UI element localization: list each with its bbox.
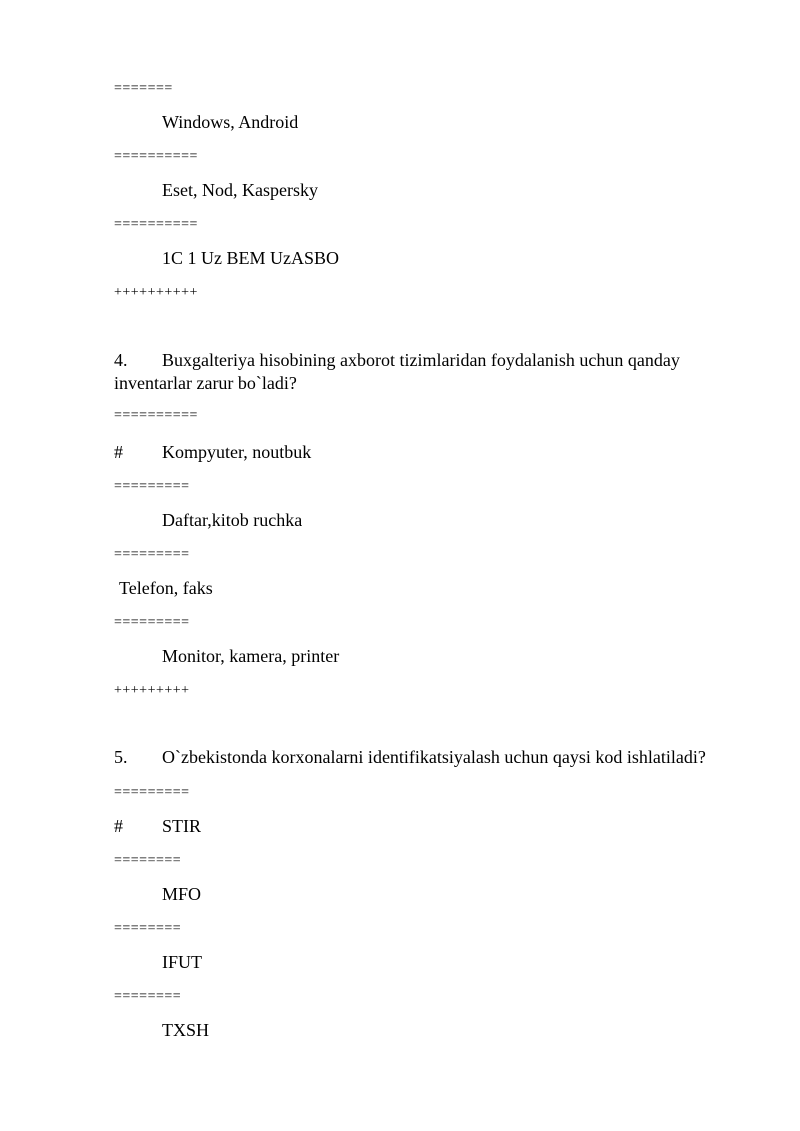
separator-line: ========== — [114, 149, 198, 164]
answer-option: Eset, Nod, Kaspersky — [162, 180, 318, 200]
answer-option: Daftar,kitob ruchka — [162, 510, 303, 530]
separator-line: ========= — [114, 785, 190, 800]
answer-option: TXSH — [162, 1020, 210, 1040]
separator-line: ========= — [114, 479, 190, 494]
question-number: 5. — [114, 747, 128, 767]
answer-option: Monitor, kamera, printer — [162, 646, 340, 666]
answer-option: Kompyuter, noutbuk — [162, 442, 312, 462]
separator-line: ========== — [114, 217, 198, 232]
answer-option: IFUT — [162, 952, 202, 972]
question-4 — [114, 349, 734, 395]
answer-option: MFO — [162, 884, 202, 904]
question-number: 4. — [114, 350, 128, 370]
question-text: Buxgalteriya hisobining axborot tizimlaridan foydalanish uchun qanday inventarlar zarur bo`ladi? — [114, 350, 680, 393]
separator-line: ======== — [114, 853, 182, 868]
answer-option: 1C 1 Uz BEM UzASBO — [162, 248, 340, 268]
question-text: O`zbekistonda korxonalarni identifikatsiyalash uchun qaysi kod ishlatiladi? — [162, 747, 706, 767]
separator-line: ========== — [114, 408, 198, 423]
separator-line: ========= — [114, 615, 190, 630]
correct-answer-mark: # — [114, 442, 123, 462]
plus-separator-line: +++++++++ — [114, 683, 190, 698]
question-5 — [114, 746, 774, 769]
answer-option: Telefon, faks — [119, 578, 213, 598]
separator-line: ======== — [114, 989, 182, 1004]
correct-answer-mark: # — [114, 816, 123, 836]
separator-line: ======== — [114, 921, 182, 936]
plus-separator-line: ++++++++++ — [114, 285, 198, 300]
answer-option: STIR — [162, 816, 202, 836]
separator-line: ========= — [114, 547, 190, 562]
separator-line: ======= — [114, 81, 173, 96]
answer-option: Windows, Android — [162, 112, 299, 132]
